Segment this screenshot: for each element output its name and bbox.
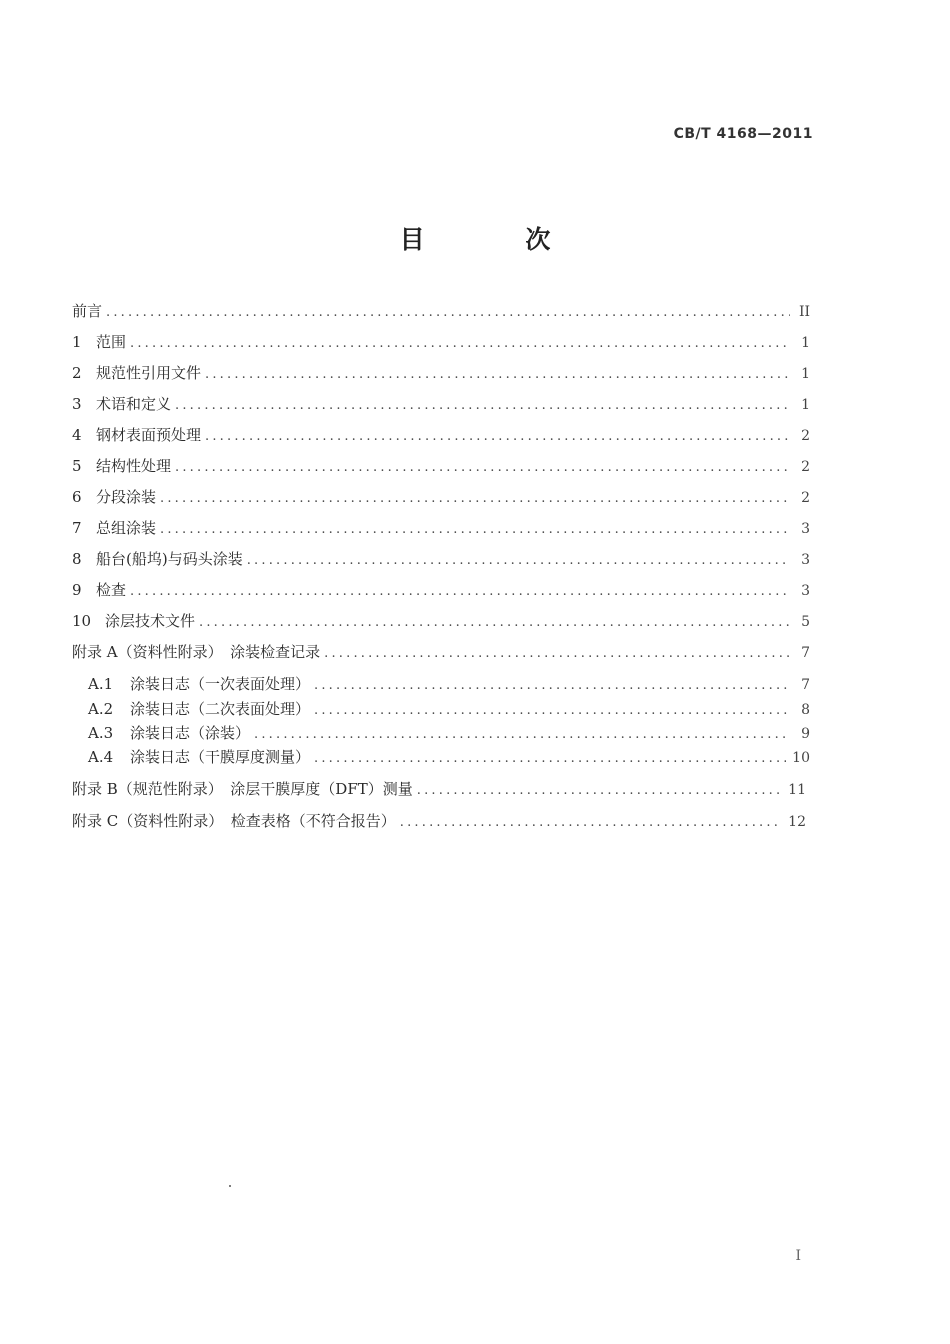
scan-speck <box>229 1185 231 1187</box>
toc-entry-appendix-c[interactable] <box>72 811 806 833</box>
toc-label: 涂装日志（二次表面处理） <box>130 700 311 718</box>
toc-page: 11 <box>788 782 806 798</box>
toc-page: 8 <box>801 702 810 718</box>
toc-entry-appendix-a[interactable] <box>72 642 810 664</box>
toc-label: 附录 B（规范性附录） 涂层干膜厚度（DFT）测量 <box>72 780 413 798</box>
toc-page: 3 <box>801 583 810 599</box>
dot-leader <box>130 334 790 354</box>
toc-number: 3 <box>72 395 82 413</box>
dot-leader <box>314 749 786 769</box>
toc-entry-10[interactable] <box>72 611 810 633</box>
dot-leader <box>199 613 790 633</box>
toc-label: 钢材表面预处理 <box>96 426 202 444</box>
toc-label: 总组涂装 <box>96 519 157 537</box>
toc-entry-8[interactable] <box>72 549 810 571</box>
toc-label: 范围 <box>96 333 127 351</box>
toc-number: 8 <box>72 550 82 568</box>
toc-label: 术语和定义 <box>96 395 172 413</box>
toc-number: 5 <box>72 457 82 475</box>
page-number: I <box>795 1248 801 1264</box>
dot-leader <box>130 582 790 602</box>
toc-page: 5 <box>801 614 810 630</box>
toc-page: 12 <box>788 814 806 830</box>
toc-page: 9 <box>801 726 810 742</box>
toc-number: 9 <box>72 581 82 599</box>
toc-page: 10 <box>792 750 810 766</box>
toc-number: 10 <box>72 612 92 630</box>
dot-leader <box>160 489 790 509</box>
dot-leader <box>205 365 790 385</box>
toc-entry-1[interactable] <box>72 332 810 354</box>
toc-page: 1 <box>801 397 810 413</box>
toc-label: 规范性引用文件 <box>96 364 202 382</box>
toc-page: II <box>798 304 810 320</box>
dot-leader <box>324 644 790 664</box>
toc-entry-a2[interactable] <box>88 699 810 721</box>
toc-label: 前言 <box>72 302 103 320</box>
dot-leader <box>314 701 790 721</box>
toc-number: 4 <box>72 426 82 444</box>
toc-entry-6[interactable] <box>72 487 810 509</box>
toc-label: 船台(船坞)与码头涂装 <box>96 550 243 568</box>
toc-label: 结构性处理 <box>96 457 172 475</box>
toc-number: A.1 <box>88 675 114 693</box>
toc-number: A.3 <box>88 724 114 742</box>
toc-entry-2[interactable] <box>72 363 810 385</box>
toc-label: 涂装日志（干膜厚度测量） <box>130 748 311 766</box>
toc-label: 涂装日志（一次表面处理） <box>130 675 311 693</box>
dot-leader <box>314 676 790 696</box>
dot-leader <box>400 813 782 833</box>
toc-title: 目 次 <box>399 225 597 254</box>
toc-number: 6 <box>72 488 82 506</box>
toc-entry-3[interactable] <box>72 394 810 416</box>
toc-number: A.4 <box>88 748 114 766</box>
toc-entry-appendix-b[interactable] <box>72 779 806 801</box>
dot-leader <box>175 396 790 416</box>
toc-page: 2 <box>801 459 810 475</box>
dot-leader <box>417 781 782 801</box>
toc-entry-5[interactable] <box>72 456 810 478</box>
toc-number: 1 <box>72 333 82 351</box>
dot-leader <box>160 520 790 540</box>
toc-label: 检查 <box>96 581 127 599</box>
toc-number: 7 <box>72 519 82 537</box>
toc-page: 1 <box>801 366 810 382</box>
toc-entry-a1[interactable] <box>88 674 810 696</box>
toc-label: 分段涂装 <box>96 488 157 506</box>
dot-leader <box>254 725 790 745</box>
toc-entry-a4[interactable] <box>88 747 810 769</box>
toc-page: 2 <box>801 428 810 444</box>
toc-number: 2 <box>72 364 82 382</box>
dot-leader <box>205 427 790 447</box>
dot-leader <box>106 303 790 323</box>
toc-entry-foreword[interactable] <box>72 301 810 323</box>
toc-page: 2 <box>801 490 810 506</box>
toc-label: 附录 A（资料性附录） 涂装检查记录 <box>72 643 321 661</box>
toc-entry-7[interactable] <box>72 518 810 540</box>
toc-page: 7 <box>801 645 810 661</box>
toc-page: 3 <box>801 521 810 537</box>
dot-leader <box>247 551 790 571</box>
toc-page: 3 <box>801 552 810 568</box>
toc-page: 7 <box>801 677 810 693</box>
toc-entry-4[interactable] <box>72 425 810 447</box>
toc-label: 附录 C（资料性附录） 检查表格（不符合报告） <box>72 812 396 830</box>
toc-number: A.2 <box>88 700 114 718</box>
toc-page: 1 <box>801 335 810 351</box>
toc-label: 涂层技术文件 <box>105 612 196 630</box>
dot-leader <box>175 458 790 478</box>
toc-label: 涂装日志（涂装） <box>130 724 251 742</box>
toc-entry-a3[interactable] <box>88 723 810 745</box>
toc-entry-9[interactable] <box>72 580 810 602</box>
standard-code: CB/T 4168—2011 <box>673 126 813 142</box>
